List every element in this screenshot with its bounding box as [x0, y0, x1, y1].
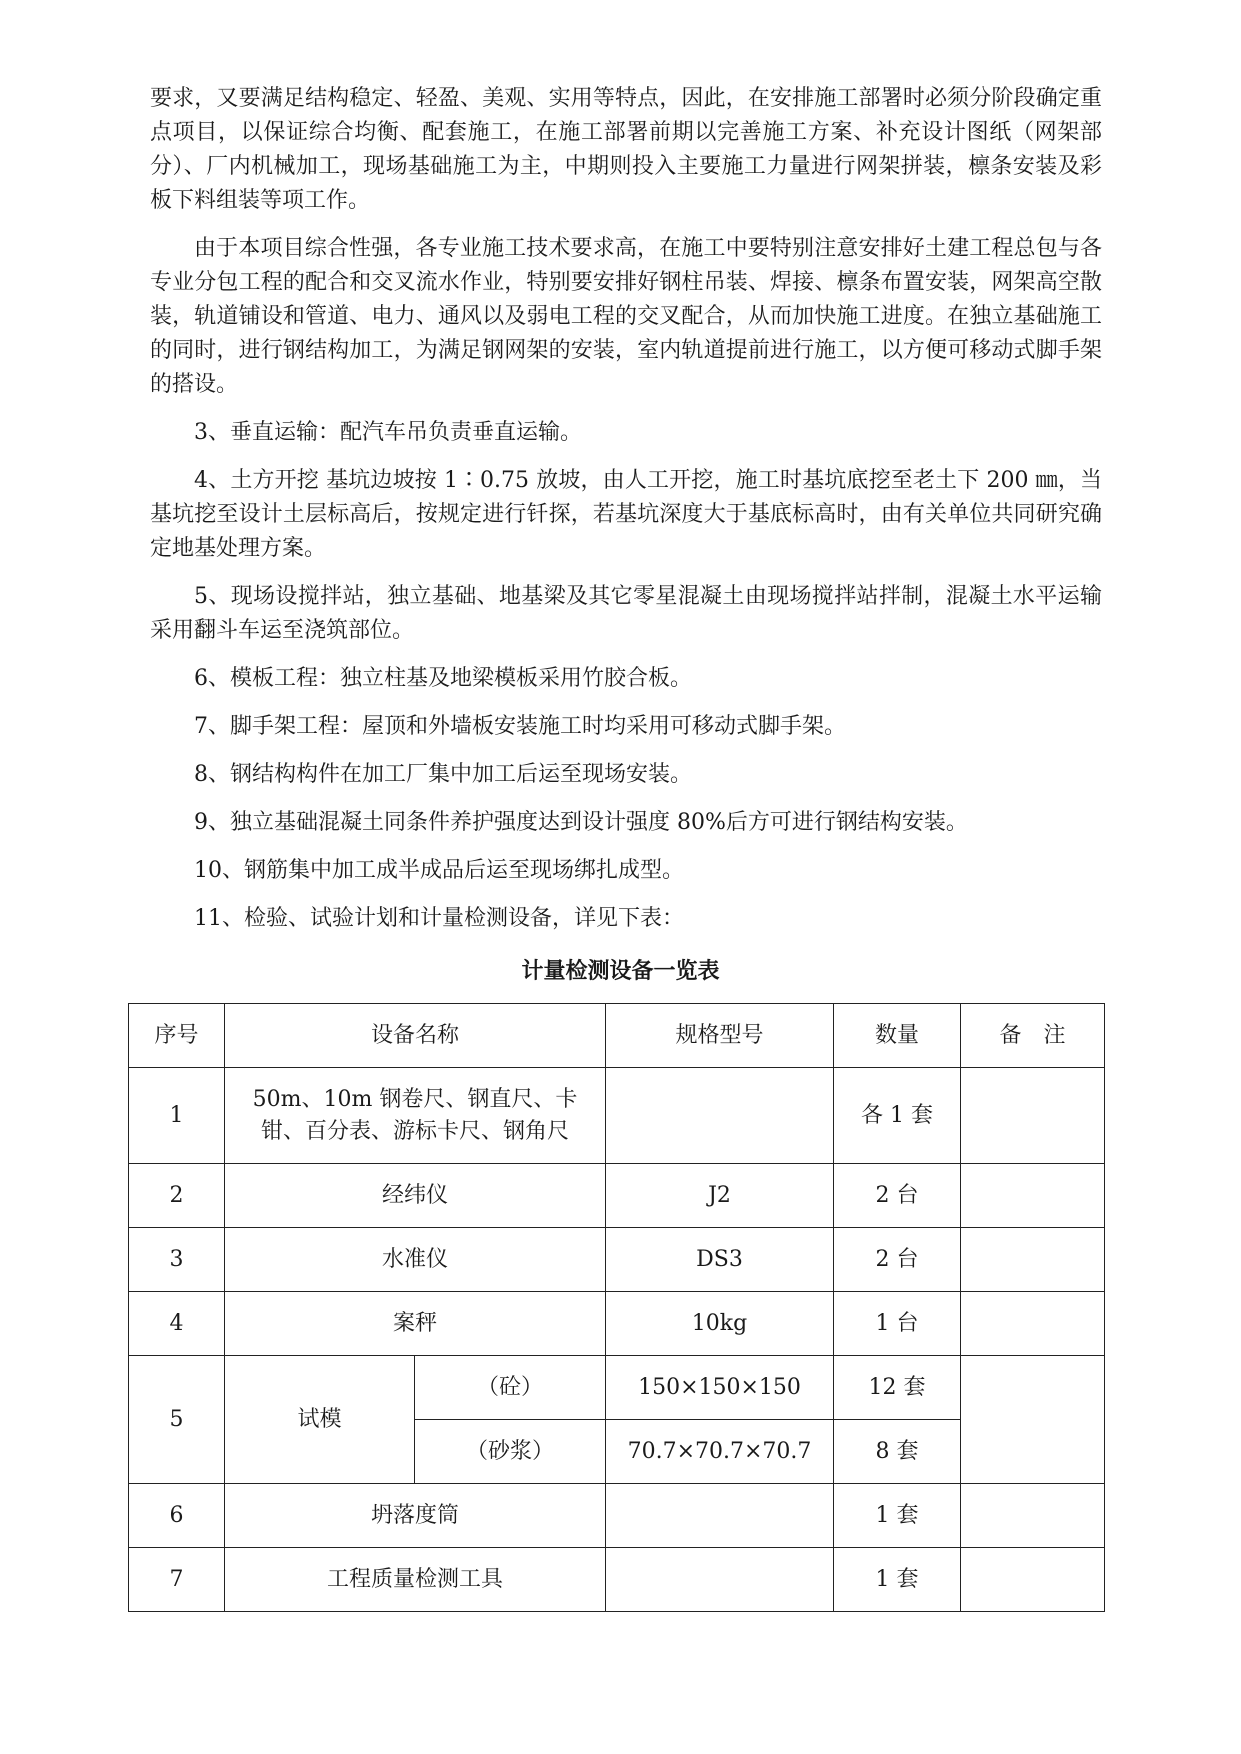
cell-name: 坍落度筒: [225, 1484, 606, 1548]
cell-spec: [606, 1548, 834, 1612]
cell-qty: 各 1 套: [834, 1068, 961, 1164]
cell-no: 6: [129, 1484, 225, 1548]
cell-qty: 2 台: [834, 1164, 961, 1228]
item-6-formwork: 6、模板工程：独立柱基及地梁模板采用竹胶合板。: [194, 666, 692, 691]
cell-spec: DS3: [606, 1228, 834, 1292]
cell-no: 5: [129, 1356, 225, 1484]
cell-no: 3: [129, 1228, 225, 1292]
cell-qty: 1 套: [834, 1484, 961, 1548]
cell-note: [961, 1548, 1105, 1612]
cell-qty: 1 套: [834, 1548, 961, 1612]
table-header-row: [129, 1004, 1105, 1068]
table-row: [129, 1164, 1105, 1228]
item-4-earthwork: 4、土方开挖 基坑边坡按 1∶0.75 放坡，由人工开挖，施工时基坑底挖至老土下 200 ㎜，当基坑挖至设计土层标高后，按规定进行钎探，若基坑深度大于基底标高时，由有关单位共同研究确定地基处理方案。: [150, 468, 1102, 561]
cell-subname: （砂浆）: [415, 1420, 606, 1484]
cell-qty: 2 台: [834, 1228, 961, 1292]
table-title: 计量检测设备一览表: [521, 959, 720, 984]
table-row: [129, 1292, 1105, 1356]
table-row: [129, 1356, 1105, 1420]
cell-subname: （砼）: [415, 1356, 606, 1420]
cell-spec: J2: [606, 1164, 834, 1228]
cell-note: [961, 1164, 1105, 1228]
paragraph-1: 要求，又要满足结构稳定、轻盈、美观、实用等特点，因此，在安排施工部署时必须分阶段确定重点项目，以保证综合均衡、配套施工，在施工部署前期以完善施工方案、补充设计图纸（网架部分）、厂内机械加工，现场基础施工为主，中期则投入主要施工力量进行网架拼装，檩条安装及彩板下料组装等项工作。: [150, 86, 1102, 213]
body-text: [150, 82, 1102, 950]
cell-spec: 10kg: [606, 1292, 834, 1356]
cell-name: 经纬仪: [225, 1164, 606, 1228]
cell-no: 4: [129, 1292, 225, 1356]
table-row: [129, 1548, 1105, 1612]
header-note: 备 注: [961, 1004, 1105, 1068]
cell-name: 工程质量检测工具: [225, 1548, 606, 1612]
item-5-mixing-station: 5、现场设搅拌站，独立基础、地基梁及其它零星混凝土由现场搅拌站拌制，混凝土水平运输采用翻斗车运至浇筑部位。: [150, 584, 1102, 643]
item-11-inspection: 11、检验、试验计划和计量检测设备，详见下表：: [194, 906, 684, 931]
cell-name: 50m、10m 钢卷尺、钢直尺、卡钳、百分表、游标卡尺、钢角尺: [225, 1068, 606, 1164]
paragraph-2: 由于本项目综合性强，各专业施工技术要求高，在施工中要特别注意安排好土建工程总包与各专业分包工程的配合和交叉流水作业，特别要安排好钢柱吊装、焊接、檩条布置安装，网架高空散装，轨道铺设和管道、电力、通风以及弱电工程的交叉配合，从而加快施工进度。在独立基础施工的同时，进行钢结构加工，为满足钢网架的安装，室内轨道提前进行施工，以方便可移动式脚手架的搭设。: [150, 236, 1102, 397]
equipment-table: [128, 1003, 1105, 1612]
header-name: 设备名称: [225, 1004, 606, 1068]
header-no: 序号: [129, 1004, 225, 1068]
cell-note: [961, 1292, 1105, 1356]
cell-no: 2: [129, 1164, 225, 1228]
cell-note: [961, 1356, 1105, 1484]
cell-note: [961, 1484, 1105, 1548]
table-row: [129, 1068, 1105, 1164]
cell-qty: 12 套: [834, 1356, 961, 1420]
cell-spec: 150×150×150: [606, 1356, 834, 1420]
item-10-rebar: 10、钢筋集中加工成半成品后运至现场绑扎成型。: [194, 858, 684, 883]
item-3-vertical-transport: 3、垂直运输：配汽车吊负责垂直运输。: [194, 420, 582, 445]
cell-note: [961, 1228, 1105, 1292]
header-spec: 规格型号: [606, 1004, 834, 1068]
cell-name: 水准仪: [225, 1228, 606, 1292]
item-8-steel-components: 8、钢结构构件在加工厂集中加工后运至现场安装。: [194, 762, 692, 787]
cell-name: 试模: [225, 1356, 415, 1484]
item-9-concrete-curing: 9、独立基础混凝土同条件养护强度达到设计强度 80%后方可进行钢结构安装。: [194, 810, 968, 835]
cell-no: 1: [129, 1068, 225, 1164]
table-row: [129, 1228, 1105, 1292]
cell-spec: [606, 1484, 834, 1548]
cell-spec: [606, 1068, 834, 1164]
cell-spec: 70.7×70.7×70.7: [606, 1420, 834, 1484]
item-7-scaffolding: 7、脚手架工程：屋顶和外墙板安装施工时均采用可移动式脚手架。: [194, 714, 846, 739]
cell-no: 7: [129, 1548, 225, 1612]
cell-qty: 8 套: [834, 1420, 961, 1484]
cell-note: [961, 1068, 1105, 1164]
header-qty: 数量: [834, 1004, 961, 1068]
table-row: [129, 1484, 1105, 1548]
cell-qty: 1 台: [834, 1292, 961, 1356]
cell-name: 案秤: [225, 1292, 606, 1356]
